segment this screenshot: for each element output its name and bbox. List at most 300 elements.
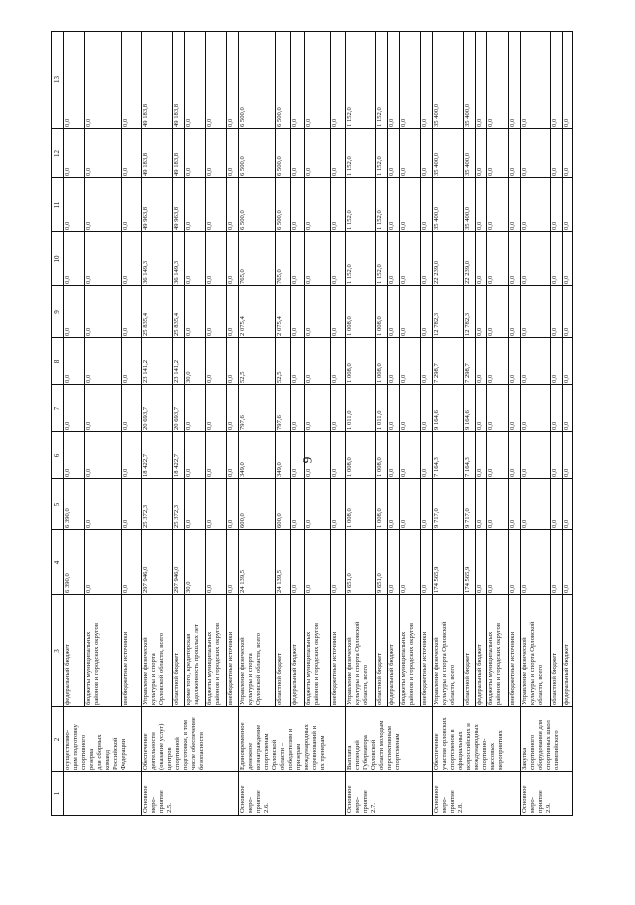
amount-value: 0,0	[551, 327, 559, 336]
amount-value: 0,0	[205, 118, 213, 127]
column-header: 12	[53, 150, 61, 157]
amount-value: 0,0	[388, 468, 396, 477]
amount-value: 22 239,0	[463, 260, 471, 284]
amount-value: 1 152,0	[345, 107, 353, 127]
row-activity-name: Обеспечение деятельности (оказание услуг) центров спортивной подготовки, в том числе обеспечение безопасности	[142, 717, 206, 770]
amount-value: 0,0	[205, 421, 213, 430]
column-divider	[52, 706, 572, 707]
funding-source: бюджеты муниципальных районов и городских округов	[399, 623, 415, 705]
page-number: 9	[299, 456, 315, 464]
amount-value: 0,0	[563, 374, 571, 383]
amount-value: 25 835,4	[172, 312, 180, 336]
amount-value: 0,0	[64, 421, 71, 430]
amount-value: 0,0	[508, 275, 516, 284]
rotated-table-container	[51, 31, 573, 816]
amount-value: 52,5	[276, 371, 284, 383]
amount-value: 0,0	[475, 468, 483, 477]
amount-value: 0,0	[399, 519, 407, 528]
amount-value: 0,0	[121, 327, 129, 336]
amount-value: 797,6	[276, 415, 284, 430]
amount-value: 0,0	[84, 519, 92, 528]
amount-value: 7 164,3	[433, 457, 441, 477]
amount-value: 6 500,0	[276, 156, 284, 176]
amount-value: 0,0	[563, 519, 571, 528]
amount-value: 0,0	[399, 118, 407, 127]
amount-value: 0,0	[487, 374, 495, 383]
amount-value: 52,5	[239, 371, 247, 383]
amount-value: 0,0	[290, 118, 298, 127]
row-section-id: Основное меро- приятие 2.7.	[345, 785, 377, 813]
funding-source: Управление физической культуры и спорта Орловской области, всего	[142, 632, 166, 705]
amount-value: 0,0	[551, 374, 559, 383]
amount-value: 49 183,8	[172, 103, 180, 127]
amount-value: 25 372,3	[142, 504, 150, 528]
amount-value: 0,0	[421, 275, 429, 284]
column-header: 7	[53, 406, 61, 411]
amount-value: 0,0	[508, 421, 516, 430]
amount-value: 9 164,6	[433, 410, 441, 430]
amount-value: 6 500,0	[239, 210, 247, 230]
amount-value: 0,0	[520, 584, 528, 593]
amount-value: 0,0	[227, 468, 235, 477]
amount-value: 0,0	[84, 327, 92, 336]
amount-value: 18 422,7	[172, 453, 180, 477]
funding-source: областной бюджет	[551, 652, 559, 705]
funding-source: областной бюджет	[172, 652, 180, 705]
amount-value: 0,0	[331, 374, 339, 383]
column-header: 10	[53, 255, 61, 263]
amount-value: 0,0	[399, 221, 407, 230]
amount-value: 1 008,0	[345, 316, 353, 336]
amount-value: 6 500,0	[276, 210, 284, 230]
amount-value: 0,0	[331, 519, 339, 528]
amount-value: 0,0	[388, 275, 396, 284]
amount-value: 24 139,5	[239, 569, 247, 593]
amount-value: 0,0	[84, 421, 92, 430]
amount-value: 35 400,0	[433, 103, 441, 127]
amount-value: 9 717,0	[433, 508, 441, 528]
amount-value: 0,0	[227, 221, 235, 230]
amount-value: 0,0	[421, 374, 429, 383]
amount-value: 0,0	[520, 118, 528, 127]
amount-value: 1 152,0	[376, 156, 384, 176]
amount-value: 0,0	[475, 275, 483, 284]
amount-value: 0,0	[331, 421, 339, 430]
amount-value: 0,0	[508, 327, 516, 336]
row-activity-name: Закупка спортивного оборудования для спортивных школ олимпийского	[520, 719, 560, 770]
column-header: 4	[53, 560, 61, 565]
amount-value: 1 152,0	[345, 264, 353, 284]
amount-value: 0,0	[64, 468, 71, 477]
amount-value: 0,0	[121, 584, 129, 593]
funding-source: Управление физической культуры и спорта Орловской области, всего	[239, 632, 263, 705]
funding-source: федеральный бюджет	[290, 644, 298, 705]
funding-source: внебюджетные источники	[331, 631, 339, 705]
amount-value: 349,0	[239, 462, 247, 477]
amount-value: 0,0	[563, 221, 571, 230]
amount-value: 1 008,0	[376, 316, 384, 336]
amount-value: 0,0	[205, 584, 213, 593]
amount-value: 0,0	[121, 421, 129, 430]
amount-value: 0,0	[227, 584, 235, 593]
amount-value: 0,0	[305, 421, 313, 430]
column-divider	[52, 431, 572, 432]
column-header: 3	[53, 649, 61, 653]
amount-value: 0,0	[520, 327, 528, 336]
amount-value: 1 008,0	[376, 508, 384, 528]
amount-value: 0,0	[388, 421, 396, 430]
amount-value: 1 011,0	[345, 410, 353, 430]
amount-value: 0,0	[551, 275, 559, 284]
amount-value: 0,0	[508, 221, 516, 230]
amount-value: 0,0	[205, 275, 213, 284]
column-divider	[52, 594, 572, 595]
amount-value: 1 152,0	[376, 107, 384, 127]
funding-source: федеральный бюджет	[388, 644, 396, 705]
amount-value: 0,0	[305, 468, 313, 477]
amount-value: 0,0	[475, 221, 483, 230]
amount-value: 0,0	[205, 374, 213, 383]
column-header: 5	[53, 502, 61, 507]
amount-value: 0,0	[64, 374, 71, 383]
amount-value: 6 390,0	[64, 508, 71, 528]
amount-value: 0,0	[487, 167, 495, 176]
amount-value: 1 008,0	[376, 363, 384, 383]
amount-value: 0,0	[184, 167, 192, 176]
amount-value: 20 693,7	[172, 406, 180, 430]
amount-value: 0,0	[227, 374, 235, 383]
amount-value: 1 008,0	[345, 457, 353, 477]
funding-source: областной бюджет	[376, 652, 384, 705]
amount-value: 0,0	[388, 167, 396, 176]
amount-value: 0,0	[399, 167, 407, 176]
amount-value: 25 372,3	[172, 504, 180, 528]
amount-value: 0,0	[475, 519, 483, 528]
funding-source: внебюджетные источники	[121, 631, 129, 705]
amount-value: 0,0	[563, 118, 571, 127]
amount-value: 1 152,0	[345, 210, 353, 230]
amount-value: 0,0	[388, 374, 396, 383]
funding-source: внебюджетные источники	[421, 631, 429, 705]
amount-value: 49 183,8	[172, 152, 180, 176]
amount-value: 0,0	[121, 519, 129, 528]
amount-value: 7 164,3	[463, 457, 471, 477]
amount-value: 0,0	[184, 275, 192, 284]
amount-value: 0,0	[399, 327, 407, 336]
amount-value: 0,0	[290, 275, 298, 284]
amount-value: 0,0	[331, 584, 339, 593]
amount-value: 1 152,0	[376, 264, 384, 284]
amount-value: 0,0	[290, 221, 298, 230]
amount-value: 0,0	[551, 468, 559, 477]
amount-value: 7 298,7	[433, 363, 441, 383]
amount-value: 0,0	[121, 167, 129, 176]
amount-value: 0,0	[227, 275, 235, 284]
amount-value: 600,0	[276, 513, 284, 528]
amount-value: 0,0	[551, 519, 559, 528]
amount-value: 0,0	[563, 167, 571, 176]
amount-value: 0,0	[84, 468, 92, 477]
amount-value: 0,0	[64, 221, 71, 230]
amount-value: 6 390,0	[64, 573, 71, 593]
amount-value: 1 011,0	[376, 410, 384, 430]
funding-source: кроме того, кредиторская задолженность прошлых лет	[184, 624, 200, 705]
amount-value: 0,0	[205, 221, 213, 230]
amount-value: 0,0	[305, 327, 313, 336]
amount-value: 0,0	[64, 327, 71, 336]
amount-value: 49 963,8	[142, 206, 150, 230]
amount-value: 0,0	[184, 421, 192, 430]
amount-value: 0,0	[290, 374, 298, 383]
amount-value: 0,0	[508, 374, 516, 383]
amount-value: 0,0	[290, 167, 298, 176]
amount-value: 0,0	[184, 327, 192, 336]
amount-value: 0,0	[520, 275, 528, 284]
amount-value: 0,0	[84, 167, 92, 176]
amount-value: 0,0	[487, 275, 495, 284]
amount-value: 1 008,0	[376, 457, 384, 477]
amount-value: 0,0	[508, 167, 516, 176]
amount-value: 0,0	[305, 167, 313, 176]
amount-value: 0,0	[184, 221, 192, 230]
row-activity-name: Обеспечение участия орловских спортсменов в официальных всероссийских и международных спортивно- массовых мероприятиях	[433, 717, 505, 770]
amount-value: 0,0	[475, 374, 483, 383]
amount-value: 0,0	[421, 584, 429, 593]
amount-value: 349,0	[276, 462, 284, 477]
amount-value: 0,0	[388, 584, 396, 593]
amount-value: 174 565,9	[463, 566, 471, 593]
column-header: 2	[53, 737, 61, 742]
column-header: 13	[53, 76, 61, 83]
amount-value: 0,0	[520, 421, 528, 430]
amount-value: 0,0	[184, 468, 192, 477]
amount-value: 0,0	[305, 221, 313, 230]
amount-value: 0,0	[475, 327, 483, 336]
amount-value: 0,0	[64, 275, 71, 284]
amount-value: 35 400,0	[463, 206, 471, 230]
column-header: 8	[53, 359, 61, 364]
column-header: 11	[53, 201, 61, 209]
amount-value: 0,0	[508, 584, 516, 593]
amount-value: 0,0	[563, 327, 571, 336]
amount-value: 20 693,7	[142, 406, 150, 430]
amount-value: 0,0	[563, 584, 571, 593]
amount-value: 0,0	[421, 167, 429, 176]
amount-value: 0,0	[64, 118, 71, 127]
amount-value: 1 152,0	[376, 210, 384, 230]
amount-value: 0,0	[487, 421, 495, 430]
column-divider	[52, 177, 572, 178]
column-divider	[52, 771, 572, 772]
amount-value: 0,0	[184, 118, 192, 127]
amount-value: 0,0	[227, 421, 235, 430]
column-header: 1	[53, 791, 61, 796]
amount-value: 6 500,0	[239, 156, 247, 176]
amount-value: 0,0	[121, 374, 129, 383]
amount-value: 0,0	[475, 584, 483, 593]
column-header: 6	[53, 453, 61, 458]
amount-value: 0,0	[399, 468, 407, 477]
row-activity-name: осуществляю- щим подготовку спортивного резерва для сборных команд Российской Федерации	[64, 724, 127, 770]
amount-value: 765,0	[239, 269, 247, 284]
amount-value: 23 141,2	[172, 359, 180, 383]
amount-value: 0,0	[421, 519, 429, 528]
amount-value: 25 835,4	[142, 312, 150, 336]
amount-value: 0,0	[563, 468, 571, 477]
amount-value: 1 008,0	[345, 363, 353, 383]
amount-value: 0,0	[520, 374, 528, 383]
row-activity-name: Выплата стипендий Губернатора Орловской области молодым перспективным спортсменам	[345, 720, 401, 770]
amount-value: 35 400,0	[433, 206, 441, 230]
amount-value: 0,0	[421, 421, 429, 430]
column-divider	[52, 231, 572, 232]
amount-value: 9 651,0	[376, 573, 384, 593]
amount-value: 0,0	[399, 421, 407, 430]
amount-value: 12 782,3	[433, 312, 441, 336]
amount-value: 0,0	[331, 327, 339, 336]
amount-value: 49 183,8	[142, 103, 150, 127]
amount-value: 0,0	[520, 519, 528, 528]
amount-value: 23 141,2	[142, 359, 150, 383]
budget-table	[51, 31, 573, 816]
amount-value: 0,0	[227, 327, 235, 336]
amount-value: 0,0	[290, 327, 298, 336]
funding-source: внебюджетные источники	[227, 631, 235, 705]
amount-value: 49 183,8	[142, 152, 150, 176]
amount-value: 9 651,0	[345, 573, 353, 593]
amount-value: 0,0	[563, 275, 571, 284]
amount-value: 0,0	[205, 167, 213, 176]
amount-value: 0,0	[290, 519, 298, 528]
funding-source: Управление физической культуры и спорта Орловской области, всего	[433, 621, 457, 705]
amount-value: 0,0	[84, 221, 92, 230]
amount-value: 0,0	[520, 221, 528, 230]
amount-value: 30,0	[184, 581, 192, 593]
amount-value: 35 400,0	[433, 152, 441, 176]
amount-value: 0,0	[508, 118, 516, 127]
amount-value: 0,0	[84, 275, 92, 284]
amount-value: 0,0	[84, 374, 92, 383]
amount-value: 0,0	[121, 468, 129, 477]
column-header: 9	[53, 310, 61, 314]
amount-value: 2 075,4	[239, 316, 247, 336]
row-section-id: Основное меро- приятие 2.5.	[142, 785, 174, 813]
column-divider	[52, 478, 572, 479]
amount-value: 174 565,9	[433, 566, 441, 593]
column-divider	[52, 384, 572, 385]
amount-value: 0,0	[475, 421, 483, 430]
amount-value: 0,0	[305, 118, 313, 127]
amount-value: 765,0	[276, 269, 284, 284]
amount-value: 0,0	[475, 118, 483, 127]
amount-value: 0,0	[551, 167, 559, 176]
row-section-id: Основное меро- приятие 2.9.	[520, 785, 552, 813]
amount-value: 24 139,5	[276, 569, 284, 593]
amount-value: 0,0	[290, 584, 298, 593]
funding-source: областной бюджет	[276, 652, 284, 705]
row-activity-name: Единовременное денежное вознаграждение спортсменам Орловской области – победителям и призерам международных соревнований и их тренерам	[239, 722, 327, 770]
amount-value: 0,0	[551, 118, 559, 127]
amount-value: 0,0	[84, 118, 92, 127]
amount-value: 49 963,8	[172, 206, 180, 230]
amount-value: 0,0	[508, 468, 516, 477]
amount-value: 0,0	[421, 468, 429, 477]
amount-value: 0,0	[331, 167, 339, 176]
amount-value: 0,0	[388, 221, 396, 230]
amount-value: 0,0	[421, 118, 429, 127]
funding-source: областной бюджет	[463, 652, 471, 705]
amount-value: 35 400,0	[463, 152, 471, 176]
amount-value: 0,0	[487, 584, 495, 593]
amount-value: 0,0	[305, 374, 313, 383]
amount-value: 0,0	[421, 327, 429, 336]
amount-value: 0,0	[205, 327, 213, 336]
amount-value: 30,0	[184, 371, 192, 383]
amount-value: 0,0	[331, 118, 339, 127]
amount-value: 0,0	[399, 584, 407, 593]
funding-source: бюджеты муниципальных районов и городских округов	[205, 623, 221, 705]
amount-value: 297 946,0	[142, 566, 150, 593]
funding-source: бюджеты муниципальных районов и городских округов	[487, 623, 503, 705]
amount-value: 0,0	[305, 275, 313, 284]
amount-value: 36 149,3	[142, 260, 150, 284]
amount-value: 0,0	[205, 519, 213, 528]
amount-value: 797,6	[239, 415, 247, 430]
column-divider	[52, 285, 572, 286]
amount-value: 297 946,0	[172, 566, 180, 593]
amount-value: 0,0	[508, 519, 516, 528]
amount-value: 0,0	[388, 118, 396, 127]
amount-value: 7 298,7	[463, 363, 471, 383]
amount-value: 0,0	[388, 519, 396, 528]
amount-value: 0,0	[121, 118, 129, 127]
amount-value: 1 152,0	[345, 156, 353, 176]
amount-value: 600,0	[239, 513, 247, 528]
amount-value: 0,0	[399, 275, 407, 284]
amount-value: 0,0	[305, 584, 313, 593]
amount-value: 0,0	[421, 221, 429, 230]
amount-value: 0,0	[227, 167, 235, 176]
funding-source: федеральный бюджет	[563, 644, 571, 705]
amount-value: 0,0	[551, 421, 559, 430]
amount-value: 12 782,3	[463, 312, 471, 336]
amount-value: 0,0	[305, 519, 313, 528]
funding-source: бюджеты муниципальных районов и городских округов	[84, 623, 100, 705]
amount-value: 0,0	[487, 519, 495, 528]
amount-value: 0,0	[551, 584, 559, 593]
amount-value: 35 400,0	[463, 103, 471, 127]
amount-value: 0,0	[227, 519, 235, 528]
amount-value: 2 075,4	[276, 316, 284, 336]
column-divider	[52, 529, 572, 530]
amount-value: 0,0	[64, 167, 71, 176]
amount-value: 0,0	[290, 421, 298, 430]
amount-value: 0,0	[551, 221, 559, 230]
row-section-id: Основное меро- приятие 2.6.	[239, 785, 271, 813]
amount-value: 0,0	[121, 275, 129, 284]
column-divider	[52, 337, 572, 338]
amount-value: 0,0	[563, 421, 571, 430]
funding-source: федеральный бюджет	[64, 644, 71, 705]
amount-value: 0,0	[331, 468, 339, 477]
amount-value: 0,0	[399, 374, 407, 383]
amount-value: 9 164,6	[463, 410, 471, 430]
funding-source: бюджеты муниципальных районов и городских округов	[305, 623, 321, 705]
row-section-id: Основное меро- приятие 2.8.	[433, 785, 465, 813]
amount-value: 0,0	[121, 221, 129, 230]
amount-value: 0,0	[331, 275, 339, 284]
amount-value: 6 500,0	[239, 107, 247, 127]
